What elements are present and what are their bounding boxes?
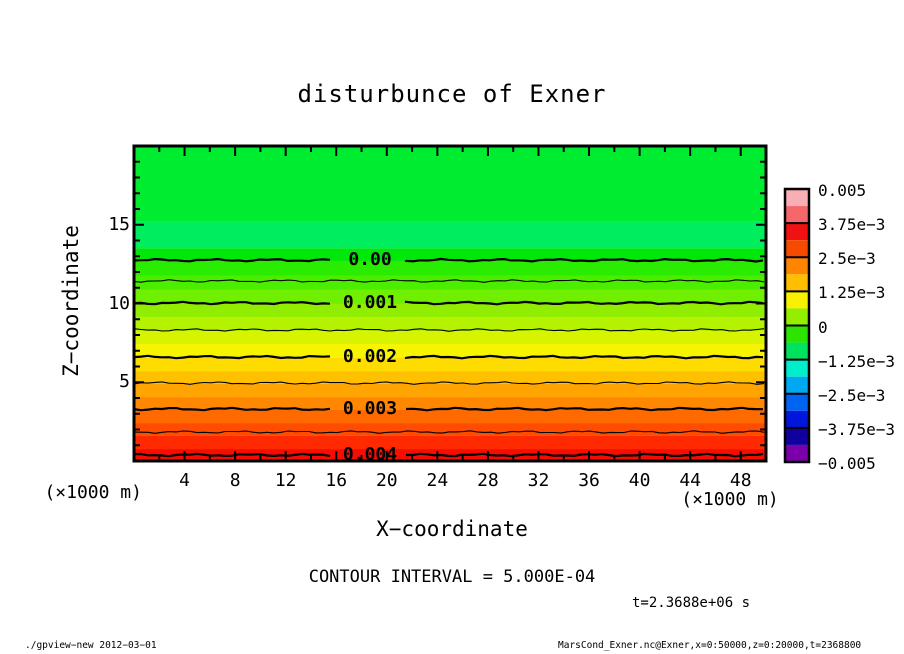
footer-left: ./gpview−new 2012−03−01 xyxy=(25,640,157,651)
x-tick-label: 20 xyxy=(375,470,398,491)
x-tick-label: 8 xyxy=(229,470,241,491)
tone-band xyxy=(134,261,766,276)
tone-band xyxy=(134,423,766,436)
tone-band xyxy=(134,317,766,331)
colorbar-segment xyxy=(785,428,809,445)
x-axis-title: X−coordinate xyxy=(376,517,528,541)
colorbar-segment xyxy=(785,308,809,325)
colorbar-segment xyxy=(785,445,809,462)
tone-band xyxy=(134,410,766,423)
colorbar-segment xyxy=(785,189,809,206)
contour-label: 0.004 xyxy=(342,444,398,465)
colorbar-segment xyxy=(785,206,809,223)
colorbar-segment xyxy=(785,394,809,411)
tone-band xyxy=(134,358,766,371)
x-tick-label: 28 xyxy=(477,470,499,491)
colorbar-segment xyxy=(785,240,809,257)
z-tick-label: 10 xyxy=(108,292,130,314)
colorbar-segment xyxy=(785,343,809,360)
tone-band xyxy=(134,304,766,317)
x-tick-label: 16 xyxy=(325,470,348,491)
footer-right: MarsCond_Exner.nc@Exner,x=0:50000,z=0:20000,t=2368800 xyxy=(558,640,862,651)
x-tick-label: 24 xyxy=(426,470,449,491)
colorbar-segment xyxy=(785,257,809,274)
y-axis-title: Z−coordinate xyxy=(59,225,83,377)
chart-title: disturbunce of Exner xyxy=(297,80,607,108)
tone-band xyxy=(134,222,766,249)
tone-band xyxy=(134,436,766,449)
x-tick-label: 12 xyxy=(274,470,297,491)
x-tick-label: 44 xyxy=(679,470,701,491)
x-axis-unit: (×1000 m) xyxy=(681,489,779,510)
colorbar-tick-label: 0 xyxy=(818,317,828,337)
colorbar-tick-label: −1.25e−3 xyxy=(818,351,896,371)
time-annotation: t=2.3688e+06 s xyxy=(632,595,751,611)
x-tick-label: 48 xyxy=(729,470,752,491)
colorbar-tick-label: −2.5e−3 xyxy=(818,385,886,405)
colorbar-segment xyxy=(785,291,809,308)
x-tick-label: 40 xyxy=(628,470,651,491)
colorbar-tick-label: 2.5e−3 xyxy=(818,249,876,269)
colorbar-tick-label: 0.005 xyxy=(818,181,867,200)
y-axis-unit: (×1000 m) xyxy=(44,482,142,503)
x-tick-label: 4 xyxy=(179,470,190,491)
colorbar-tick-label: 1.25e−3 xyxy=(818,283,886,303)
x-tick-label: 32 xyxy=(527,470,550,491)
colorbar-tick-label: −3.75e−3 xyxy=(818,419,896,439)
contour-label: 0.003 xyxy=(342,398,398,420)
colorbar-tick-label: 3.75e−3 xyxy=(818,215,886,235)
contour-interval-text: CONTOUR INTERVAL = 5.000E-04 xyxy=(308,567,596,587)
tone-band xyxy=(134,331,766,344)
colorbar-segment xyxy=(785,274,809,291)
colorbar-segment xyxy=(785,411,809,428)
colorbar-segment xyxy=(785,377,809,394)
tone-band xyxy=(134,276,766,290)
colorbar-segment xyxy=(785,326,809,343)
x-tick-label: 36 xyxy=(578,470,600,491)
tone-band xyxy=(134,146,766,222)
tone-band xyxy=(134,384,766,397)
contour-label: 0.002 xyxy=(342,346,398,368)
colorbar-segment xyxy=(785,360,809,377)
colorbar-segment xyxy=(785,223,809,240)
z-tick-label: 15 xyxy=(108,213,130,235)
colorbar-tick-label: −0.005 xyxy=(818,454,876,473)
contour-label: 0.001 xyxy=(342,292,398,314)
contour-label: 0.00 xyxy=(348,249,392,271)
z-tick-label: 5 xyxy=(119,371,130,393)
